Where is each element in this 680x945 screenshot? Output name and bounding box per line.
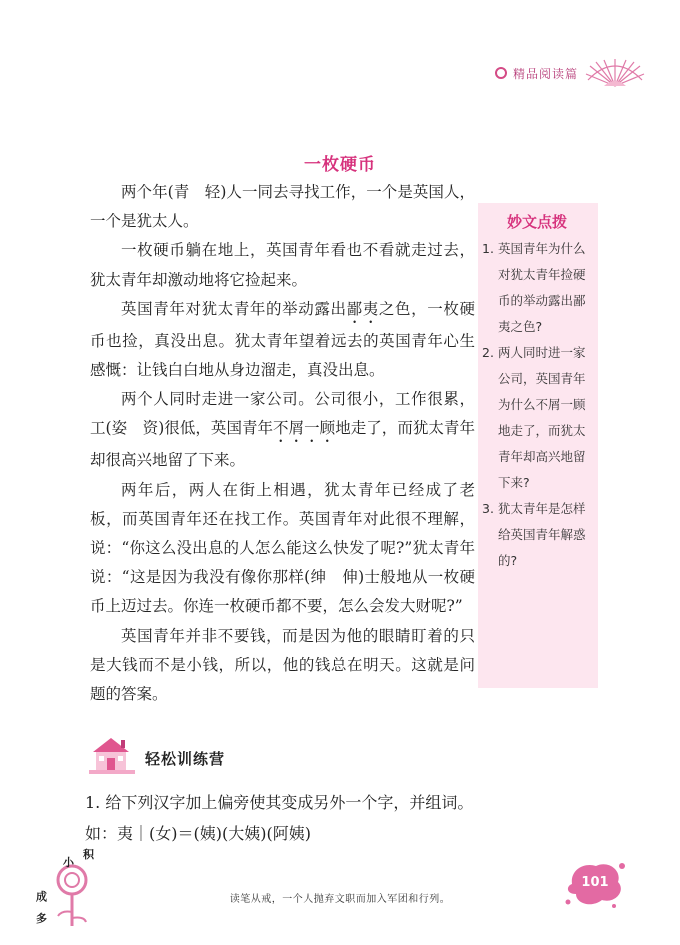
question-text: 犹太青年是怎样给英国青年解惑的? [498,501,586,568]
exercise-question: 1. 给下列汉字加上偏旁使其变成另外一个字，并组词。 [85,793,474,812]
page-number-badge [562,858,628,910]
logo-char: 小 [63,856,74,869]
logo-char: 积 [83,848,94,861]
question-text: 英国青年为什么对犹太青年捡硬币的举动露出鄙夷之色? [498,241,586,334]
paragraph-4-start: 两个人同时走进一家公司。公司很小，工作很累，工(姿 资)很低，英国青年 [90,390,475,438]
dotted-word: 鄙夷 [346,299,379,318]
footer-quote: 读笔从戒，一个人抛弃文职而加入军团和行列。 [229,894,451,905]
question-text: 两人同时进一家公司，英国青年为什么不屑一顾地走了，而犹太青年却高兴地留下来? [498,345,586,490]
exercise-example: 如：夷｜(女)＝(姨)(大姨)(阿姨) [85,824,311,843]
logo-char: 多 [36,912,47,925]
training-heading [85,732,225,776]
question-number: 1. [482,241,494,256]
paragraph-4 [90,385,475,475]
paragraph-1: 两个年(青 轻)人一同去寻找工作，一个是英国人，一个是犹太人。 [90,183,475,231]
tips-sidebar [478,203,598,688]
fan-ornament-icon [584,58,646,88]
question-number: 2. [482,345,494,360]
paragraph-3-end: 之色，一枚硬币也捡，真没出息。犹太青年望着远去的英国青年心生感慨：让钱白白地从身边溜走，真没出息。 [90,299,475,380]
article-body [90,178,475,709]
paragraph-4-end: 地走了，而犹太青年却很高兴地留了下来。 [90,419,475,470]
sidebar-question [482,496,592,574]
sidebar-question [482,340,592,496]
paragraph-3 [90,295,475,385]
paragraph-3-start: 英国青年对犹太青年的举动露出 [121,299,347,318]
training-title: 轻松训练营 [145,749,226,768]
paragraph-6: 英国青年并非不要钱，而是因为他的眼睛盯着的只是大钱而不是小钱，所以，他的钱总在明天。这就是问题的答案。 [90,626,475,704]
dotted-phrase: 不屑一顾 [273,419,336,438]
sidebar-title: 妙文点拨 [506,213,567,231]
question-number: 3. [482,501,494,516]
logo-char: 成 [36,890,47,903]
swirl-icon [495,67,507,79]
house-icon [85,732,137,776]
paragraph-2: 一枚硬币躺在地上，英国青年看也不看就走过去，犹太青年却激动地将它捡起来。 [90,241,475,289]
page-number: 101 [581,875,609,890]
section-label: 精品阅读篇 [512,66,578,81]
article-title: 一枚硬币 [304,155,376,175]
sidebar-question [482,236,592,340]
paragraph-5: 两年后，两人在街上相遇，犹太青年已经成了老板，而英国青年还在找工作。英国青年对此很不理解，说：“你这么没出息的人怎么能这么快发了呢?”犹太青年说：“这是因为我没有像你那样(绅 伸)士般地从一枚硬币上迈过去。你连一枚硬币都不要，怎么会发大财呢?” [90,480,475,616]
page-header [495,58,646,88]
